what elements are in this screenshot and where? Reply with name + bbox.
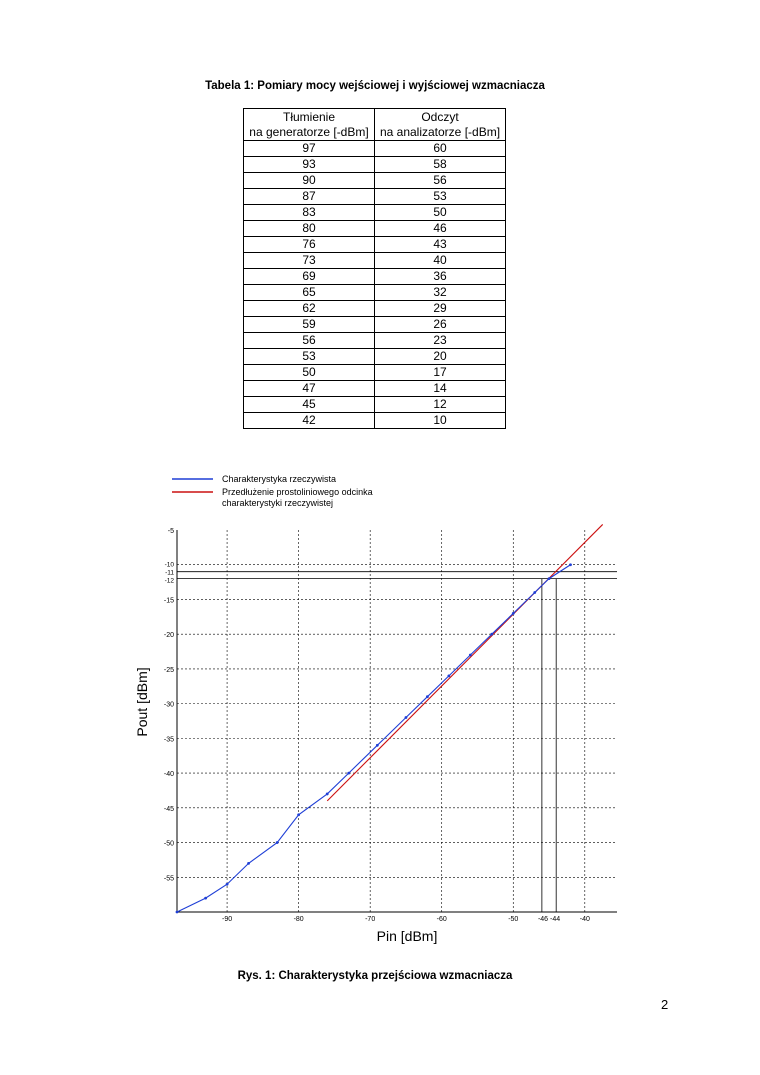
cell-attenuation: 93 bbox=[244, 157, 375, 173]
cell-reading: 36 bbox=[375, 269, 506, 285]
cell-attenuation: 62 bbox=[244, 301, 375, 317]
data-point bbox=[347, 772, 350, 775]
x-tick-label: -40 bbox=[579, 916, 590, 923]
data-point bbox=[548, 577, 551, 580]
data-point bbox=[276, 841, 279, 844]
cell-attenuation: 69 bbox=[244, 269, 375, 285]
cell-attenuation: 56 bbox=[244, 333, 375, 349]
legend-label-extension-line2: charakterystyki rzeczywistej bbox=[222, 498, 334, 508]
cell-attenuation: 73 bbox=[244, 253, 375, 269]
series-line-extension bbox=[327, 524, 602, 800]
y-tick-label: -15 bbox=[163, 597, 174, 605]
y-tick-label: -40 bbox=[163, 771, 174, 779]
cell-reading: 23 bbox=[375, 333, 506, 349]
data-point bbox=[326, 793, 329, 796]
data-point bbox=[176, 911, 179, 914]
cell-reading: 56 bbox=[375, 173, 506, 189]
data-point bbox=[247, 862, 250, 865]
header-reading-line2: na analizatorze [-dBm] bbox=[379, 124, 501, 139]
cell-reading: 60 bbox=[375, 141, 506, 157]
data-point bbox=[490, 633, 493, 636]
y-tick-label: -20 bbox=[163, 632, 174, 640]
cell-attenuation: 47 bbox=[244, 381, 375, 397]
data-point bbox=[376, 744, 379, 747]
y-tick-label: -25 bbox=[163, 666, 174, 674]
header-attenuation-line1: Tłumienie bbox=[282, 109, 336, 124]
cell-attenuation: 45 bbox=[244, 397, 375, 413]
y-tick-label: -12 bbox=[164, 577, 174, 585]
cell-reading: 50 bbox=[375, 205, 506, 221]
cell-attenuation: 53 bbox=[244, 349, 375, 365]
cell-attenuation: 76 bbox=[244, 237, 375, 253]
cell-reading: 20 bbox=[375, 349, 506, 365]
data-point bbox=[447, 674, 450, 677]
y-tick-label: -45 bbox=[163, 805, 174, 813]
legend-label-measured: Charakterystyka rzeczywista bbox=[222, 474, 337, 484]
cell-reading: 32 bbox=[375, 285, 506, 301]
cell-reading: 53 bbox=[375, 189, 506, 205]
data-point bbox=[297, 813, 300, 816]
cell-reading: 14 bbox=[375, 381, 506, 397]
y-tick-label: -30 bbox=[163, 701, 174, 709]
cell-reading: 46 bbox=[375, 221, 506, 237]
data-point bbox=[569, 563, 572, 566]
y-tick-label: -5 bbox=[167, 528, 174, 535]
legend-label-extension-line1: Przedłużenie prostoliniowego odcinka bbox=[222, 487, 373, 497]
y-tick-label: -35 bbox=[163, 736, 174, 744]
cell-reading: 43 bbox=[375, 237, 506, 253]
data-point bbox=[426, 695, 429, 698]
y-tick-label: -10 bbox=[164, 561, 174, 569]
y-tick-label: -11 bbox=[165, 569, 174, 577]
data-point bbox=[226, 883, 229, 886]
x-tick-label: -90 bbox=[222, 916, 233, 923]
header-reading-line1: Odczyt bbox=[421, 109, 459, 124]
data-point bbox=[533, 591, 536, 594]
x-tick-label: -50 bbox=[508, 916, 519, 923]
x-axis-label: Pin [dBm] bbox=[376, 928, 438, 944]
figure-caption: Rys. 1: Charakterystyka przejściowa wzmacniacza bbox=[237, 970, 513, 982]
x-tick-label: -80 bbox=[293, 916, 304, 923]
data-point bbox=[469, 654, 472, 657]
table-caption: Tabela 1: Pomiary mocy wejściowej i wyjściowej wzmacniacza bbox=[205, 80, 545, 92]
chart-legend bbox=[172, 474, 373, 508]
cell-attenuation: 80 bbox=[244, 221, 375, 237]
x-tick-label: -46 -44 bbox=[537, 916, 561, 923]
cell-attenuation: 90 bbox=[244, 173, 375, 189]
x-tick-label: -70 bbox=[365, 916, 376, 923]
cell-attenuation: 65 bbox=[244, 285, 375, 301]
data-point bbox=[512, 612, 515, 615]
cell-reading: 10 bbox=[375, 413, 506, 429]
x-tick-label: -60 bbox=[436, 916, 447, 923]
cell-reading: 12 bbox=[375, 397, 506, 413]
cell-reading: 40 bbox=[375, 253, 506, 269]
cell-reading: 29 bbox=[375, 301, 506, 317]
cell-attenuation: 50 bbox=[244, 365, 375, 381]
cell-attenuation: 83 bbox=[244, 205, 375, 221]
y-tick-label: -55 bbox=[163, 875, 174, 883]
cell-reading: 58 bbox=[375, 157, 506, 173]
data-point bbox=[204, 897, 207, 900]
cell-attenuation: 87 bbox=[244, 189, 375, 205]
cell-attenuation: 59 bbox=[244, 317, 375, 333]
page-number: 2 bbox=[661, 997, 669, 1012]
header-attenuation-line2: na generatorze [-dBm] bbox=[249, 124, 369, 139]
cell-reading: 26 bbox=[375, 317, 506, 333]
plot-area bbox=[164, 524, 617, 923]
cell-attenuation: 42 bbox=[244, 413, 375, 429]
y-axis-label: Pout [dBm] bbox=[134, 667, 150, 737]
data-point bbox=[405, 716, 408, 719]
cell-reading: 17 bbox=[375, 365, 506, 381]
cell-attenuation: 97 bbox=[244, 141, 375, 157]
y-tick-label: -50 bbox=[163, 840, 174, 848]
